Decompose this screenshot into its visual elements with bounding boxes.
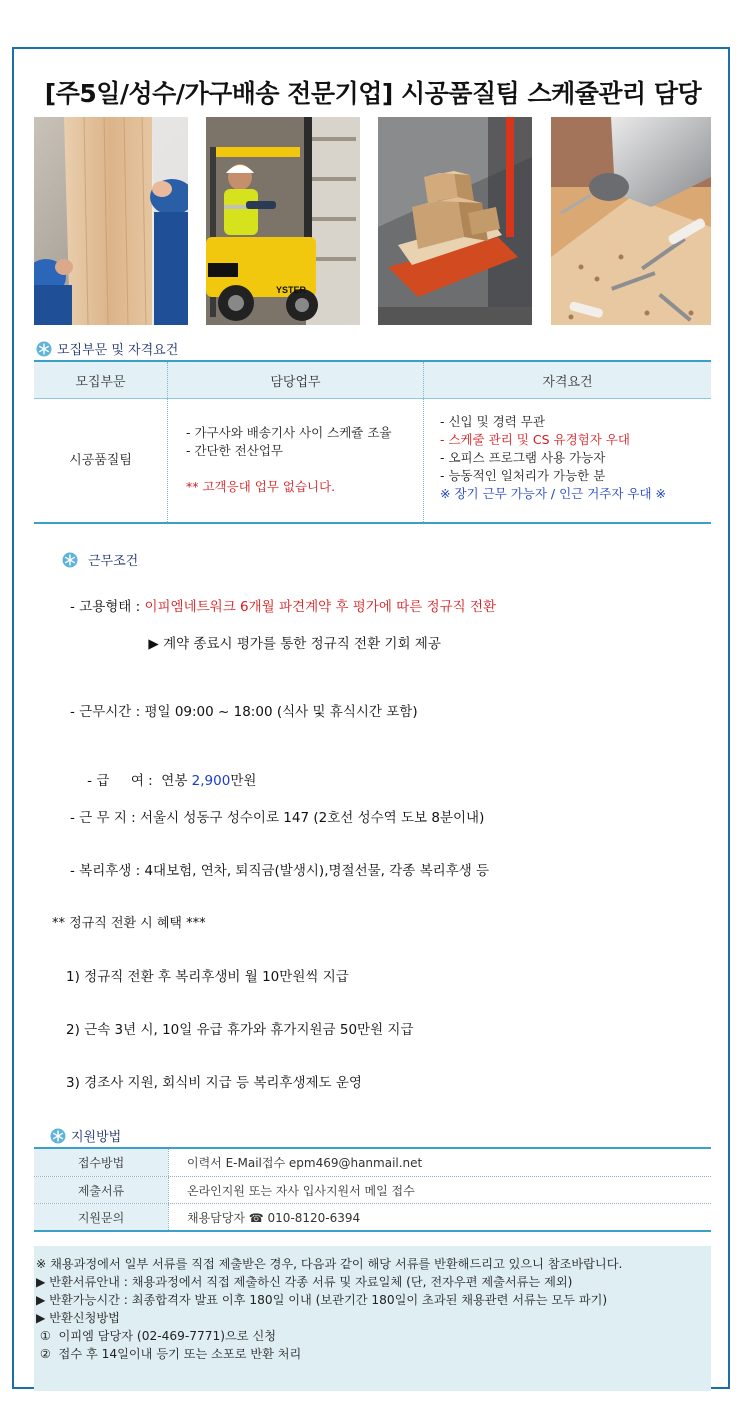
employment-sub [138,632,441,652]
welfare: - 복리후생 : 4대보험, 연차, 퇴직금(발생시),명절선물, 각종 복리후생 등 [70,863,490,879]
apply-table [34,1147,711,1232]
apply-heading-text: 지원방법 [71,1130,122,1145]
employment-type [70,595,496,615]
conditions-section-heading [62,550,138,569]
apply-section-heading [50,1126,121,1145]
apply-key: 지원문의 [34,1204,168,1230]
salary [70,753,256,805]
notice-line: ▶ 반환신청방법 [36,1311,120,1325]
work-hours: - 근무시간 : 평일 09:00 ~ 18:00 (식사 및 휴식시간 포함) [70,704,418,720]
duty-item: - 가구사와 배송기사 사이 스케쥴 조율 [186,425,392,440]
duties-cell [168,399,424,522]
pallet-photo [378,117,532,325]
header-qualifications: 자격요건 [542,374,593,390]
employment-value: 이피엠네트워크 6개월 파견계약 후 평가에 따른 정규직 전환 [144,599,497,615]
apply-key: 제출서류 [34,1177,168,1203]
notice-line: ▶ 반환서류안내 : 채용과정에서 직접 제출하신 각종 서류 및 자료일체 (단, 전자우편 제출서류는 제외) [36,1275,573,1289]
svg-text:YSTER: YSTER [276,285,307,295]
qual-preference: ※ 장기 근무 가능자 / 인근 거주자 우대 ※ [440,486,666,501]
employment-sub-text: ▶ 계약 종료시 평가를 통한 정규직 전환 기회 제공 [135,636,441,652]
apply-row-method [34,1149,711,1176]
apply-row-contact [34,1203,711,1230]
notice-line: ② 접수 후 14일이내 등기 또는 소포로 반환 처리 [36,1347,302,1361]
salary-unit: 만원 [230,773,257,789]
work-location: - 근 무 지 : 서울시 성동구 성수이로 147 (2호선 성수역 도보 8분이내) [70,810,485,826]
document-return-notice [34,1246,711,1391]
benefit-item: 3) 경조사 지원, 회식비 지급 등 복리후생제도 운영 [66,1075,362,1091]
recruit-table-header [34,360,711,399]
duty-item: - 간단한 전산업무 [186,443,283,458]
recruit-table [34,360,711,524]
forklift-photo [206,117,360,325]
photo-strip [34,117,711,325]
qual-item: - 스케줄 관리 및 CS 유경험자 우대 [440,432,630,447]
salary-label: - 급 여 : 연봉 [87,773,192,789]
recruit-section-heading [36,339,178,358]
conditions-heading-text: 근무조건 [88,554,139,569]
notice-line: ▶ 반환가능시간 : 최종합격자 발표 이후 180일 이내 (보관기간 180일이 초과된 채용관련 서류는 모두 파기) [36,1293,608,1307]
salary-amount: 2,900 [191,773,231,789]
notice-line: ① 이피엠 담당자 (02-469-7771)으로 신청 [36,1329,276,1343]
wood-panel-photo [34,117,188,325]
notice-line: ※ 채용과정에서 일부 서류를 직접 제출받은 경우, 다음과 같이 해당 서류를 반환해드리고 있으니 참조바랍니다. [36,1257,623,1271]
header-dept: 모집부문 [34,362,168,398]
qual-item: - 오피스 프로그램 사용 가능자 [440,450,606,465]
apply-email[interactable]: 이력서 E-Mail접수 epm469@hanmail.net [168,1149,711,1176]
apply-row-documents [34,1176,711,1203]
recruit-heading-text: 모집부문 및 자격요건 [57,343,179,358]
qualifications-cell [424,399,711,522]
drill-photo [551,117,711,325]
job-posting-frame [12,47,730,1389]
posting-title: [주5일/성수/가구배송 전문기업] 시공품질팀 스케쥴관리 담당 [44,79,702,108]
benefit-title: ** 정규직 전환 시 혜택 *** [52,916,206,931]
apply-key: 접수방법 [34,1149,168,1176]
employment-label: - 고용형태 : [70,599,145,615]
benefit-item: 2) 근속 3년 시, 10일 유급 휴가와 휴가지원금 50만원 지급 [66,1022,414,1038]
header-duties: 담당업무 [168,362,424,398]
duty-note: ** 고객응대 업무 없습니다. [186,479,336,494]
snowflake-icon [50,1128,66,1144]
apply-value: 온라인지원 또는 자사 입사지원서 메일 접수 [168,1177,711,1203]
snowflake-icon [62,552,78,568]
qual-item: - 신입 및 경력 무관 [440,414,545,429]
apply-phone[interactable]: 채용담당자 ☎ 010-8120-6394 [168,1204,711,1230]
qual-item: - 능동적인 일처리가 가능한 분 [440,468,606,483]
snowflake-icon [36,341,52,357]
recruit-table-row [34,399,711,524]
benefit-item: 1) 정규직 전환 후 복리후생비 월 10만원씩 지급 [66,969,349,985]
dept-cell: 시공품질팀 [34,399,168,522]
